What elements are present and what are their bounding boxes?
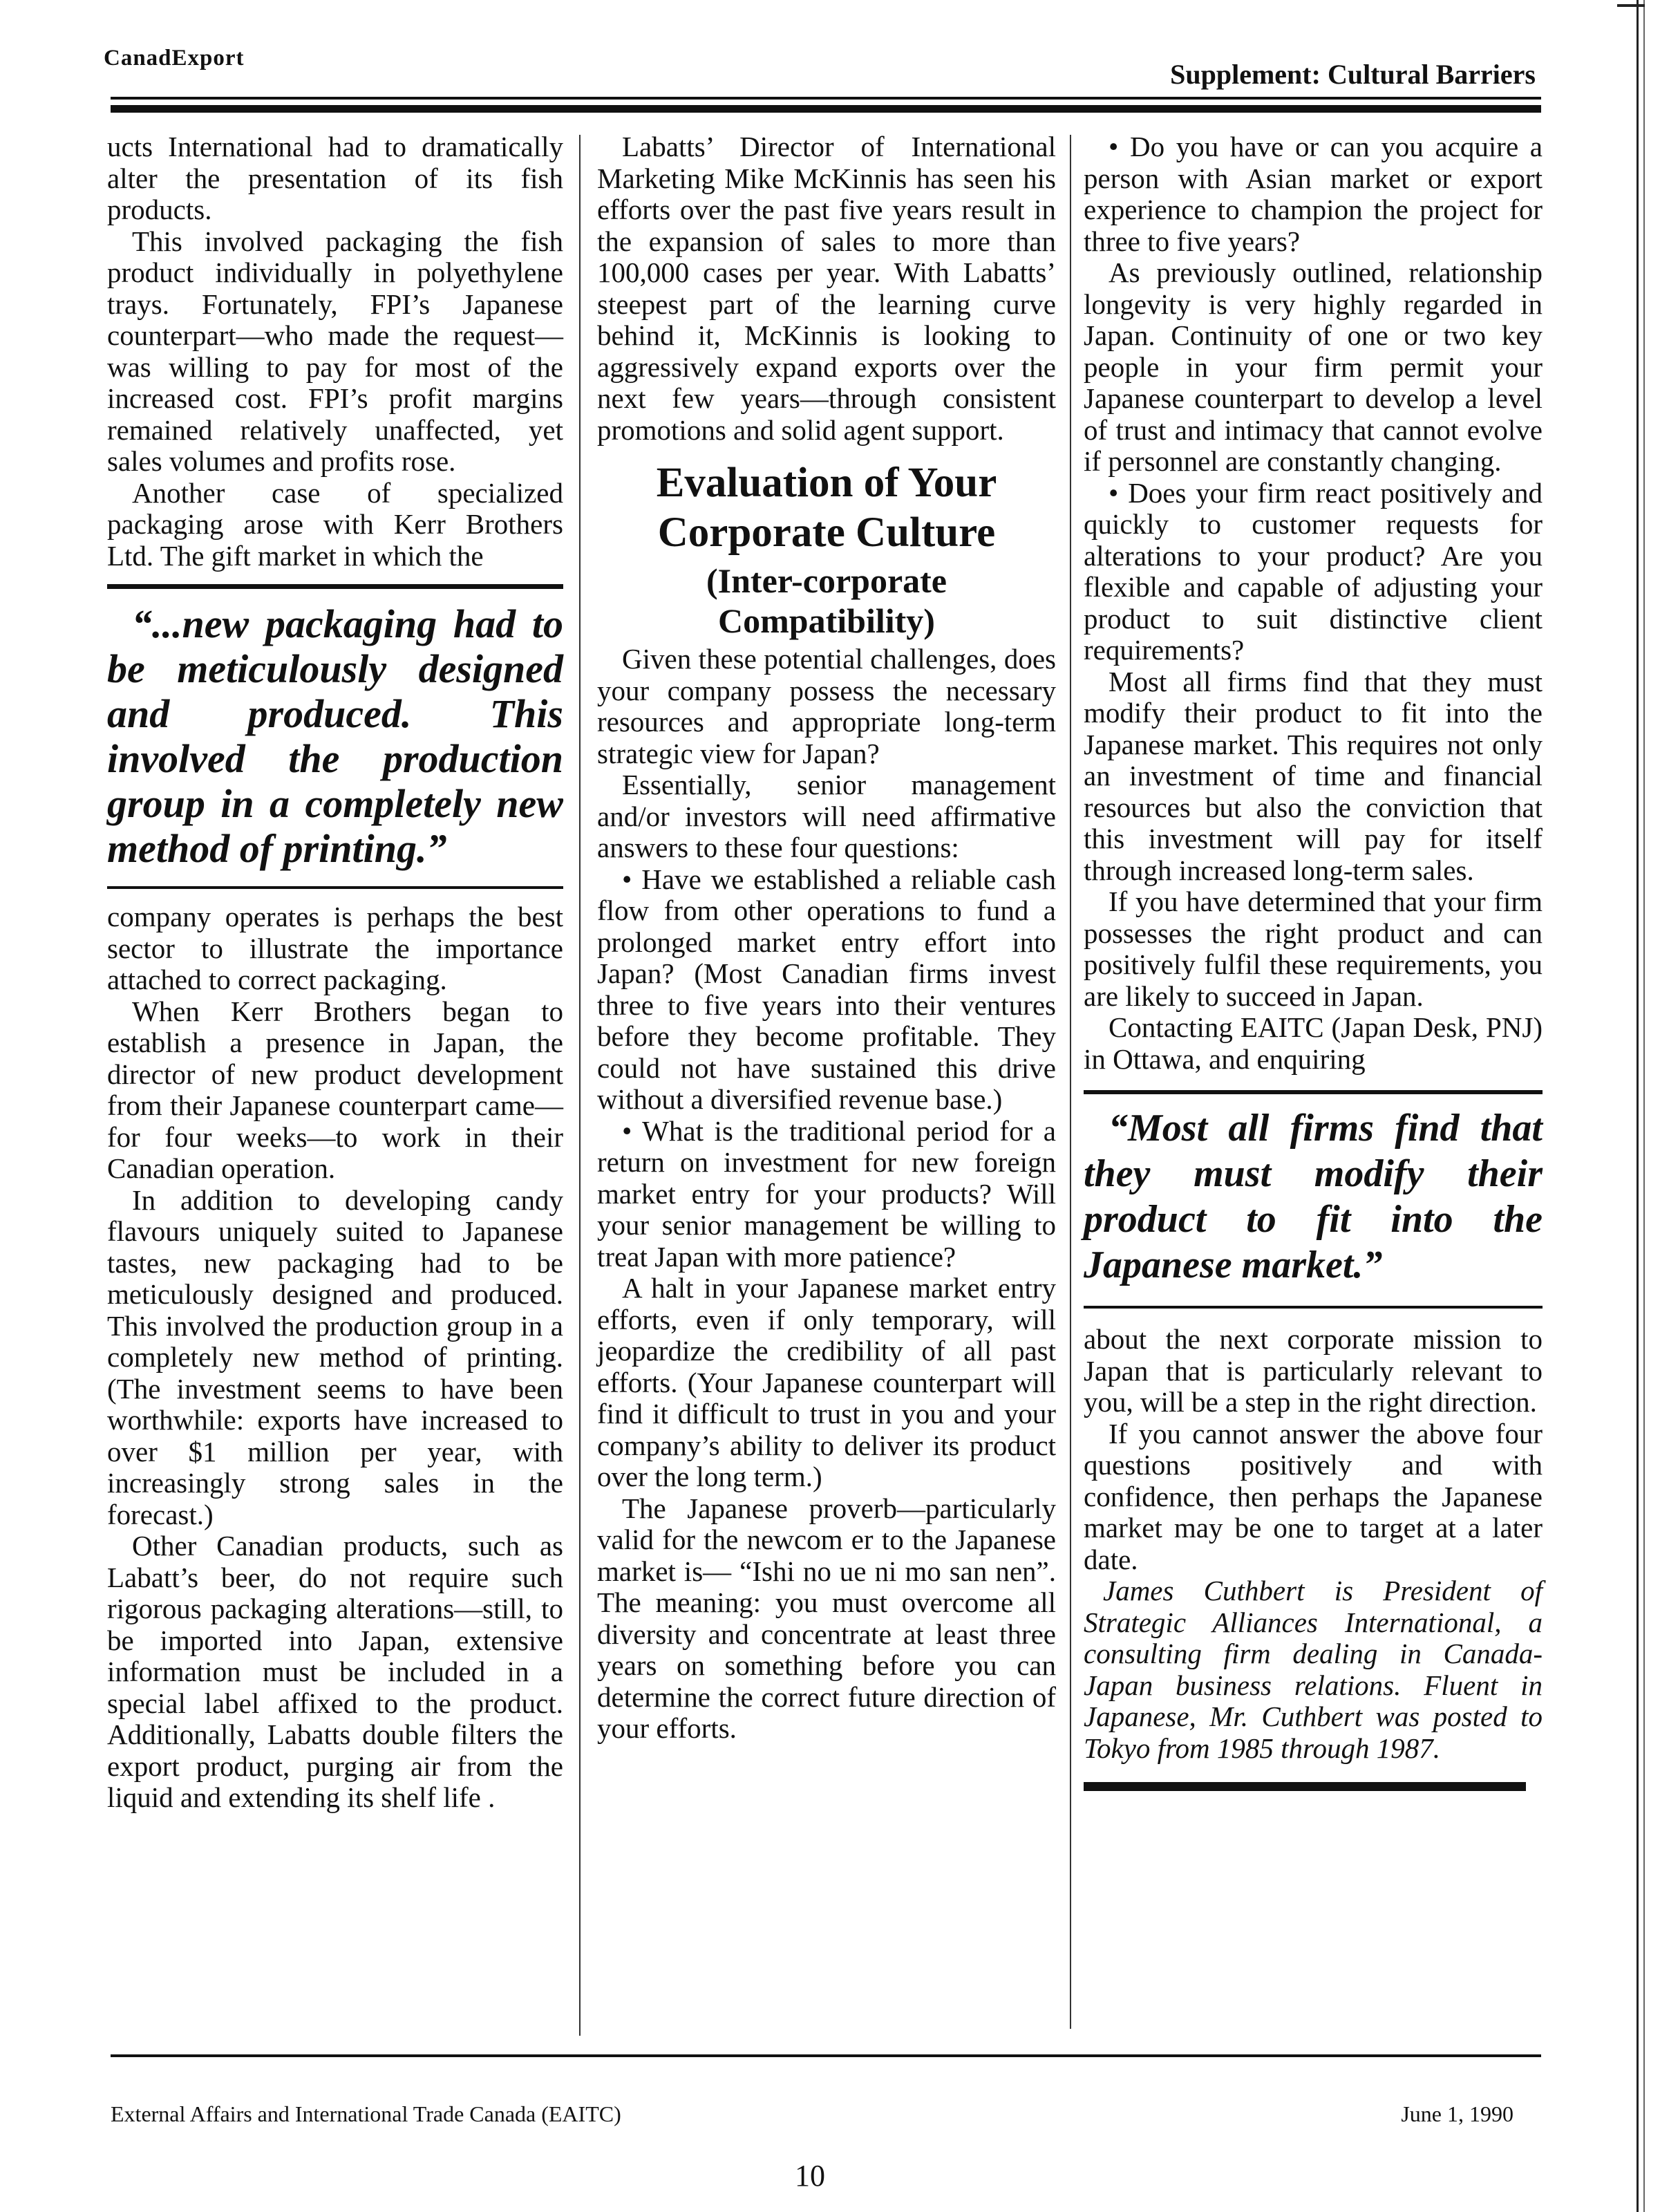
bullet-paragraph: • Do you have or can you acquire a person with Asian market or export experience to champion the project for three to five years? <box>1084 131 1543 257</box>
paragraph: In addition to developing candy flavours uniquely suited to Japanese tastes, new packaging had to be meticulously designed and produced. This involved the production group in a completely new method of printing. (The investment seems to have been worthwhile: exports have increased to over $1 million per year, with increasingly strong sales in the forecast.) <box>107 1183 563 1530</box>
paragraph: Another case of specialized packaging arose with Kerr Brothers Ltd. The gift market in which the <box>107 476 563 572</box>
header-rule-thin <box>111 97 1541 100</box>
paragraph: Labatts’ Director of International Marketing Mike McKinnis has seen his efforts over the past five years result in the expansion of sales to more than 100,000 cases per year. With Labatts’ steepest part of the learning curve behind it, McKinnis is looking to aggressively expand exports over the next few years—through consistent promotions and solid agent support. <box>597 131 1056 446</box>
paragraph: As previously outlined, relationship longevity is very highly regarded in Japan. Continuity of one or two key people in your firm permit your Japanese counterpart to develop a level of trust and intimacy that cannot evolve if personnel are constantly changing. <box>1084 256 1543 477</box>
pull-quote <box>1084 1090 1543 1309</box>
page-number: 10 <box>795 2159 825 2193</box>
section-subheading: (Inter-corporate Compatibility) <box>706 561 947 640</box>
scan-margin-corner <box>1617 4 1645 7</box>
paragraph: The Japanese proverb—particularly valid for the newcom er to the Japanese market is— “Ishi no ue ni mo san nen”. The meaning: you must overcome all diversity and concentrate at least three years on something before you can determine the correct future direction of your efforts. <box>597 1492 1056 1744</box>
pull-quote-text: “Most all firms find that they must modify their product to fit into the Japanese market.” <box>1084 1107 1543 1286</box>
bullet-paragraph: • Have we established a reliable cash flow from other operations to fund a prolonged market entry effort into Japan? (Most Canadian firms invest three to five years into their ventures before they become profitable. They could not have sustained this drive without a diversified revenue base.) <box>597 863 1056 1115</box>
publication-name: CanadExport <box>104 46 245 71</box>
section-title: Supplement: Cultural Barriers <box>1170 59 1536 90</box>
paragraph: company operates is perhaps the best sector to illustrate the importance attached to correct packaging. <box>107 901 563 995</box>
pull-quote <box>107 584 563 889</box>
article-column-1 <box>107 131 563 1814</box>
paragraph: ucts International had to dramatically alter the presentation of its fish products. <box>107 131 563 225</box>
column-divider-1 <box>579 135 581 2036</box>
paragraph: If you have determined that your firm possesses the right product and can positively fulfil these requirements, you are likely to succeed in Japan. <box>1084 885 1543 1012</box>
article-column-2 <box>597 131 1056 1745</box>
section-heading: Evaluation of Your Corporate Culture <box>656 460 997 556</box>
footer-organization: External Affairs and International Trade Canada (EAITC) <box>111 2101 621 2126</box>
paragraph: Other Canadian products, such as Labatt’s beer, do not require such rigorous packaging alterations—still, to be imported into Japan, extensive information must be included in a special label affixed to the product. Additionally, Labatts double filters the export product, purging air from the liquid and extending its shelf life . <box>107 1530 563 1813</box>
bullet-paragraph: • Does your firm react positively and quickly to customer requests for alterations to your product? Are you flexible and capable of adjusting your product to suit distinctive client requirements? <box>1084 476 1543 666</box>
footer-rule <box>111 2054 1541 2057</box>
header-rule-thick <box>111 105 1541 113</box>
paragraph: A halt in your Japanese market entry efforts, even if only temporary, will jeopardize the credibility of all past efforts. (Your Japanese counterpart will find it difficult to trust in you and your company’s ability to deliver its product over the long term.) <box>597 1272 1056 1492</box>
scan-margin-edge <box>1637 0 1645 2212</box>
column-divider-2 <box>1070 135 1071 2029</box>
article-end-bar <box>1084 1782 1526 1791</box>
paragraph: When Kerr Brothers began to establish a presence in Japan, the director of new product development from their Japanese counterpart came—for four weeks—to work in their Canadian operation. <box>107 995 563 1184</box>
author-bio-text: James Cuthbert is President of Strategic Alliances International, a consulting firm dealing in Canada-Japan business relations. Fluent in Japanese, Mr. Cuthbert was posted to Tokyo from 1985 through 1987. <box>1084 1575 1543 1764</box>
author-bio <box>1084 1575 1543 1764</box>
paragraph: about the next corporate mission to Japan that is particularly relevant to you, will be a step in the right direction. <box>1084 1323 1543 1418</box>
article-column-3 <box>1084 131 1543 1791</box>
paragraph: Given these potential challenges, does your company possess the necessary resources and appropriate long-term strategic view for Japan? <box>597 643 1056 769</box>
paragraph: Contacting EAITC (Japan Desk, PNJ) in Ottawa, and enquiring <box>1084 1011 1543 1075</box>
bullet-paragraph: • What is the traditional period for a return on investment for new foreign market entry for your products? Will your senior management be willing to treat Japan with more patience? <box>597 1114 1056 1273</box>
paragraph: Most all firms find that they must modify their product to fit into the Japanese market. This requires not only an investment of time and financial resources but also the conviction that this investment will pay for itself through increased long-term sales. <box>1084 665 1543 886</box>
paragraph: This involved packaging the fish product individually in polyethylene trays. Fortunately, FPI’s Japanese counterpart—who made the request— was willing to pay for most of the increased cost. FPI’s profit margins remained relatively unaffected, yet sales volumes and profits rose. <box>107 225 563 477</box>
footer-date: June 1, 1990 <box>1401 2101 1513 2126</box>
paragraph: If you cannot answer the above four questions positively and with confidence, then perhaps the Japanese market may be one to target at a later date. <box>1084 1417 1543 1575</box>
paragraph: Essentially, senior management and/or investors will need affirmative answers to these four questions: <box>597 769 1056 863</box>
pull-quote-text: “...new packaging had to be meticulously designed and produced. This involved the production group in a completely new method of printing.” <box>107 601 563 871</box>
